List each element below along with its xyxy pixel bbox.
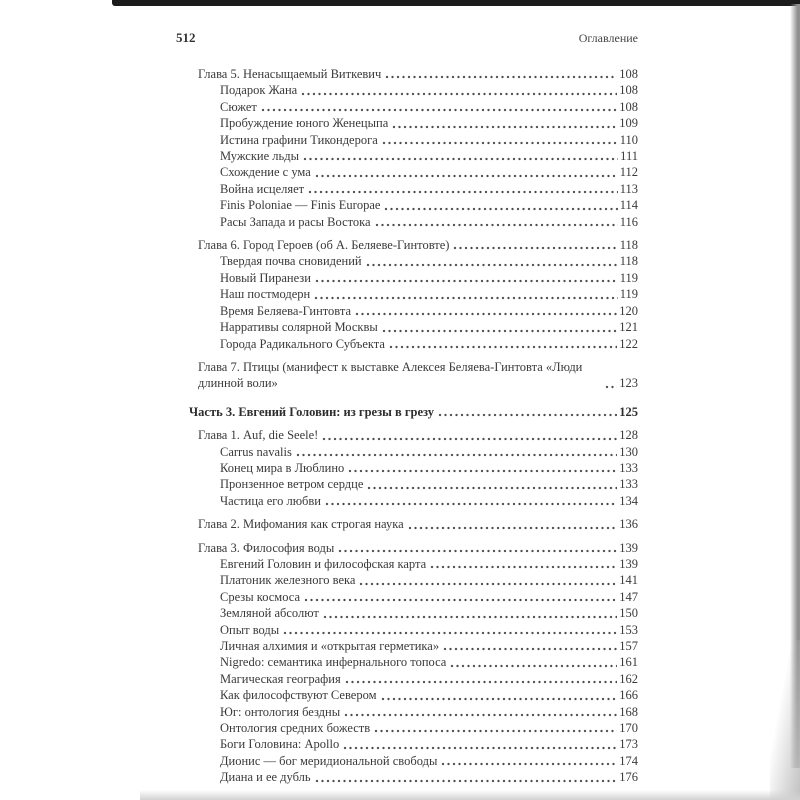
- toc-entry-title: Новый Пиранези: [220, 270, 311, 285]
- toc-entry-page: 153: [619, 622, 638, 637]
- toc-entry-page: 168: [619, 704, 638, 719]
- toc-entry-page: 122: [619, 336, 638, 351]
- toc-entry: [198, 237, 638, 253]
- toc-entry-title: Срезы космоса: [220, 589, 301, 604]
- dot-leader: [382, 329, 617, 333]
- toc-entry-title: Подарок Жана: [220, 83, 298, 98]
- dot-leader: [438, 413, 617, 417]
- dot-leader: [315, 174, 618, 178]
- dot-leader: [303, 157, 618, 161]
- toc-entry-title: Наш постмодерн: [220, 287, 311, 302]
- toc-entry: [220, 286, 638, 302]
- toc-entry: [220, 476, 638, 492]
- dot-leader: [345, 680, 618, 684]
- toc-entry-title: Города Радикального Субъекта: [220, 336, 385, 351]
- toc-entry: [220, 638, 638, 654]
- toc-entry-title: Нарративы солярной Москвы: [220, 320, 378, 335]
- toc-entry: [198, 516, 638, 532]
- dot-leader: [382, 141, 618, 145]
- toc-entry-title: Евгений Головин и философская карта: [220, 556, 427, 571]
- dot-leader: [283, 631, 617, 635]
- photo-bottom-right-corner: [770, 640, 800, 800]
- toc-entry-page: 114: [619, 198, 638, 213]
- table-of-contents: [176, 66, 638, 786]
- toc-entry-page: 133: [619, 477, 638, 492]
- toc-entry: [220, 99, 638, 115]
- dot-leader: [359, 582, 617, 586]
- toc-entry-title: Сюжет: [220, 99, 257, 114]
- toc-entry-page: 128: [619, 428, 638, 443]
- toc-entry-title: Юг: онтология бездны: [220, 704, 341, 719]
- dot-leader: [450, 664, 617, 668]
- toc-entry: [220, 181, 638, 197]
- toc-entry-page: 118: [619, 254, 638, 269]
- toc-entry-page: 119: [619, 270, 638, 285]
- toc-entry-title: Расы Запада и расы Востока: [220, 214, 371, 229]
- dot-leader: [389, 345, 617, 349]
- toc-entry-page: 119: [619, 287, 638, 302]
- dot-leader: [408, 526, 618, 530]
- toc-entry-page: 113: [619, 181, 638, 196]
- toc-entry-title: Глава 3. Философия воды: [198, 540, 335, 555]
- toc-entry-title: Твердая почва сновидений: [220, 254, 362, 269]
- dot-leader: [338, 549, 617, 553]
- dot-leader: [261, 108, 617, 112]
- toc-entry-page: 121: [619, 320, 638, 335]
- toc-entry-title: Личная алхимия и «открытая герметика»: [220, 639, 440, 653]
- toc-entry-title: Диана и ее дубль: [220, 770, 311, 785]
- toc-entry-title: Часть 3. Евгений Головин: из грезы в грезу: [189, 404, 435, 419]
- book-page: [176, 30, 638, 786]
- toc-entry-title: Платоник железного века: [220, 573, 356, 588]
- toc-entry-title: Пробуждение юного Женецыпа: [220, 116, 389, 131]
- toc-entry-page: 125: [619, 404, 638, 419]
- toc-entry-title: Онтология средних божеств: [220, 721, 371, 736]
- toc-entry-page: 110: [619, 132, 638, 147]
- dot-leader: [325, 502, 617, 506]
- running-title: Оглавление: [578, 31, 638, 45]
- dot-leader: [323, 615, 617, 619]
- dot-leader: [374, 729, 617, 733]
- toc-entry-page: 116: [619, 214, 638, 229]
- toc-entry-title: Глава 2. Мифомания как строгая наука: [198, 517, 404, 532]
- toc-entry-page: 173: [619, 737, 638, 752]
- toc-entry-page: 134: [619, 493, 638, 508]
- toc-entry-page: 123: [619, 376, 638, 391]
- toc-entry: [220, 589, 638, 605]
- dot-leader: [343, 746, 617, 750]
- toc-entry-title: Carrus navalis: [220, 444, 292, 459]
- toc-entry-page: 120: [619, 303, 638, 318]
- toc-entry-title: Nigredo: семантика инфернального топоса: [220, 655, 447, 670]
- toc-entry: [220, 82, 638, 98]
- toc-entry: [220, 753, 638, 769]
- toc-entry: [189, 404, 638, 420]
- toc-entry-title: Война исцеляет: [220, 181, 305, 196]
- toc-entry: [220, 769, 638, 785]
- dot-leader: [367, 486, 617, 490]
- toc-entry-page: 118: [619, 238, 638, 253]
- toc-entry: [220, 556, 638, 572]
- toc-entry: [220, 148, 638, 164]
- dot-leader: [308, 190, 618, 194]
- toc-entry-page: 176: [619, 770, 638, 785]
- toc-entry-page: 130: [619, 444, 638, 459]
- toc-entry: [220, 197, 638, 213]
- toc-entry: [220, 720, 638, 736]
- toc-entry-title: Время Беляева-Гинтовта: [220, 303, 352, 318]
- toc-entry-page: 157: [619, 639, 638, 653]
- dot-leader: [385, 75, 617, 79]
- toc-entry: [220, 164, 638, 180]
- toc-entry-page: 136: [619, 517, 638, 532]
- toc-entry: [220, 654, 638, 670]
- dot-leader: [301, 92, 617, 96]
- toc-entry-page: 147: [619, 589, 638, 604]
- dot-leader: [605, 385, 617, 389]
- photo-top-edge: [112, 0, 800, 6]
- toc-entry-page: 141: [619, 573, 638, 588]
- toc-entry-page: 109: [619, 116, 638, 131]
- toc-entry: [220, 303, 638, 319]
- toc-entry-title: Глава 5. Ненасыщаемый Виткевич: [198, 67, 382, 81]
- toc-entry: [198, 540, 638, 556]
- toc-entry-title: Магическая география: [220, 671, 341, 686]
- dot-leader: [355, 312, 617, 316]
- toc-entry-title: Земляной абсолют: [220, 606, 319, 621]
- dot-leader: [366, 263, 618, 267]
- toc-entry-title: Дионис — бог меридиональной свободы: [220, 753, 438, 768]
- toc-entry-page: 170: [619, 721, 638, 736]
- toc-entry-title: Боги Головина: Apollo: [220, 737, 340, 752]
- toc-entry: [220, 572, 638, 588]
- toc-entry: [220, 671, 638, 687]
- toc-entry-page: 174: [619, 753, 638, 768]
- toc-entry-page: 162: [619, 671, 638, 686]
- toc-entry: [220, 605, 638, 621]
- toc-entry-page: 108: [619, 67, 638, 81]
- dot-leader: [384, 207, 617, 211]
- toc-entry: [198, 427, 638, 443]
- toc-entry-title: Конец мира в Люблино: [220, 460, 345, 475]
- toc-entry-page: 112: [619, 165, 638, 180]
- toc-entry: [220, 444, 638, 460]
- dot-leader: [322, 437, 617, 441]
- dot-leader: [296, 453, 617, 457]
- toc-entry-page: 161: [619, 655, 638, 670]
- toc-entry-title: Опыт воды: [220, 622, 280, 637]
- toc-entry-page: 150: [619, 606, 638, 621]
- dot-leader: [392, 125, 617, 129]
- toc-entry-title: Глава 6. Город Героев (об А. Беляеве-Гинтовте): [198, 238, 450, 253]
- toc-entry: [220, 336, 638, 352]
- toc-entry-title: Частица его любви: [220, 493, 322, 508]
- toc-entry-title: Как философствуют Севером: [220, 688, 377, 703]
- toc-entry-title: Finis Poloniae — Finis Europae: [220, 198, 381, 213]
- dot-leader: [375, 223, 618, 227]
- toc-entry: [220, 622, 638, 638]
- toc-entry: [220, 319, 638, 335]
- toc-entry: [220, 736, 638, 752]
- toc-entry-page: 139: [619, 540, 638, 555]
- page-header: [176, 30, 638, 46]
- dot-leader: [314, 296, 617, 300]
- dot-leader: [344, 713, 617, 717]
- toc-entry-page: 166: [619, 688, 638, 703]
- toc-entry: [198, 359, 638, 392]
- toc-entry: [220, 687, 638, 703]
- toc-entry: [220, 270, 638, 286]
- dot-leader: [453, 246, 617, 250]
- toc-entry-page: 139: [619, 556, 638, 571]
- toc-entry: [220, 493, 638, 509]
- toc-entry: [220, 214, 638, 230]
- toc-entry: [220, 115, 638, 131]
- toc-entry-page: 108: [619, 83, 638, 98]
- dot-leader: [348, 469, 617, 473]
- dot-leader: [381, 697, 618, 701]
- toc-entry: [220, 132, 638, 148]
- toc-entry-title: Глава 7. Птицы (манифест к выставке Алексея Беляева-Гинтовта «Люди длинной воли»: [198, 359, 583, 391]
- dot-leader: [443, 647, 617, 651]
- toc-entry-page: 108: [619, 99, 638, 114]
- dot-leader: [304, 598, 617, 602]
- dot-leader: [315, 279, 618, 283]
- toc-entry-title: Пронзенное ветром сердце: [220, 477, 364, 492]
- toc-entry: [220, 460, 638, 476]
- page-number: 512: [176, 30, 196, 45]
- toc-entry-page: 111: [620, 149, 638, 164]
- toc-entry: [198, 66, 638, 82]
- toc-entry: [220, 253, 638, 269]
- dot-leader: [441, 762, 617, 766]
- dot-leader: [315, 779, 618, 783]
- toc-entry-page: 133: [619, 460, 638, 475]
- toc-entry: [220, 704, 638, 720]
- toc-entry-title: Глава 1. Auf, die Seele!: [198, 428, 319, 443]
- photo-bottom-edge: [140, 790, 800, 800]
- dot-leader: [430, 565, 617, 569]
- toc-entry-title: Схождение с ума: [220, 165, 311, 180]
- toc-entry-title: Мужские льды: [220, 149, 299, 164]
- toc-entry-title: Истина графини Тикондерога: [220, 132, 378, 147]
